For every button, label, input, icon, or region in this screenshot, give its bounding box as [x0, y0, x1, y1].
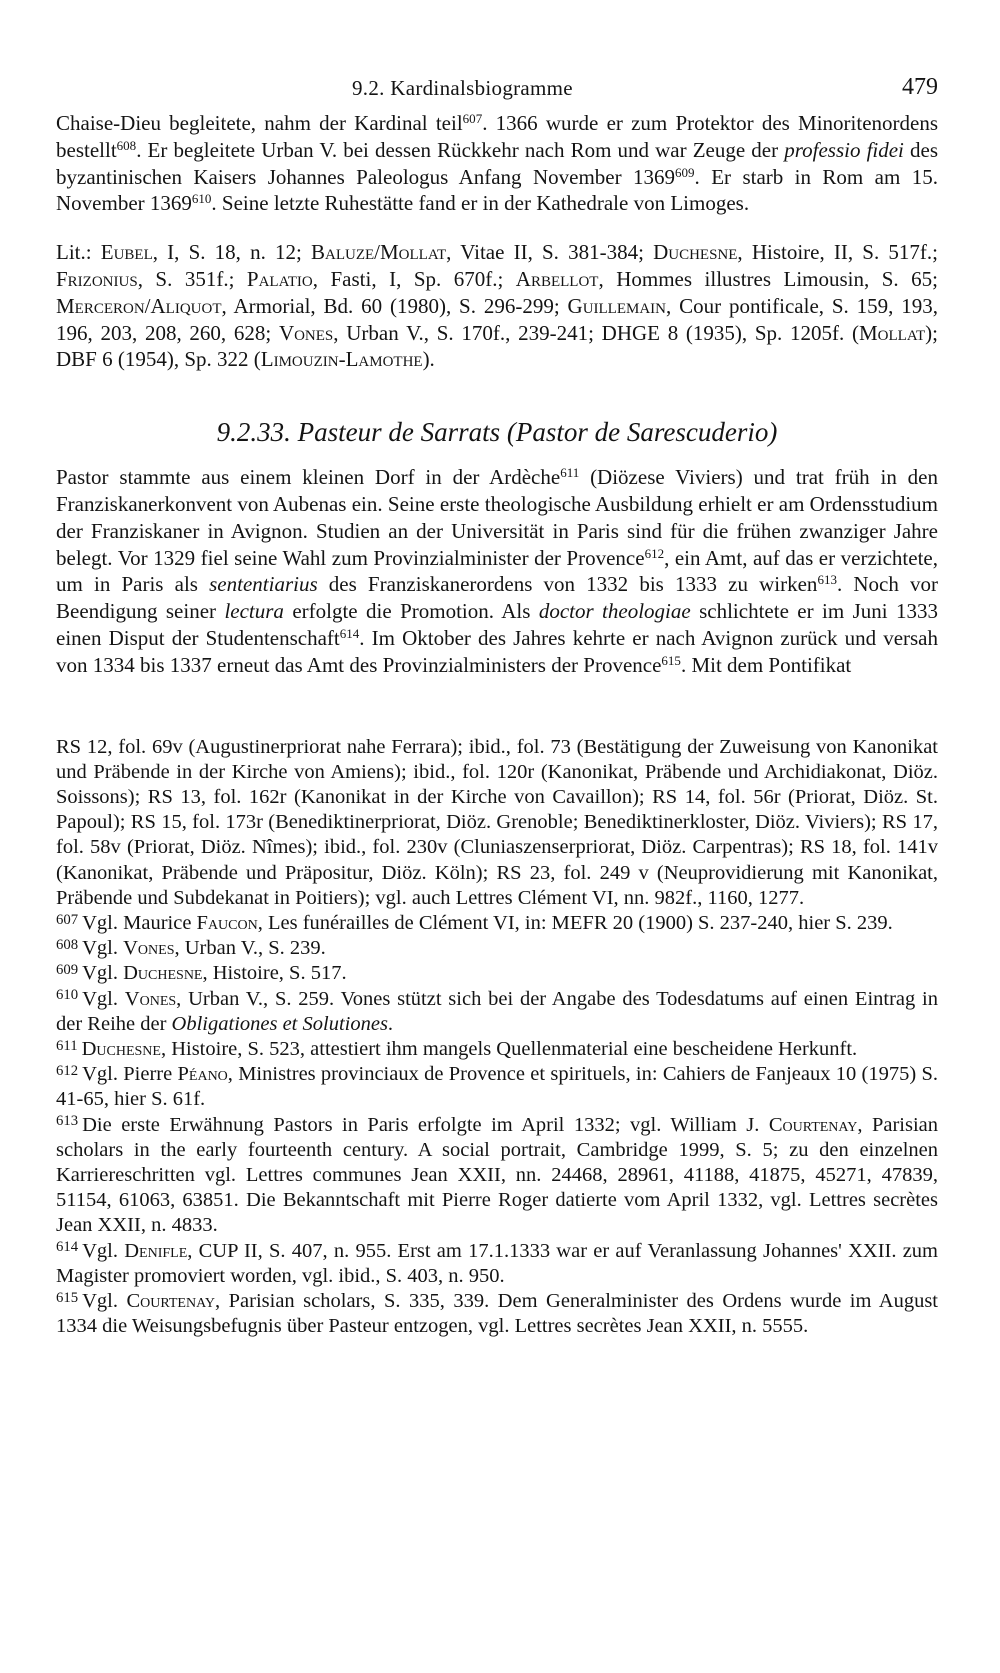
- footnote-614: $^{614}$ Vgl. Denifle, CUP II, S. 407, n. 955. Erst am 17.1.1333 war er auf Veranlassung Johannes' XXII. zum Magister promoviert worden, vgl. ibid., S. 403, n. 950.: [56, 1239, 938, 1287]
- footnote-607: $^{607}$ Vgl. Maurice Faucon, Les funérailles de Clément VI, in: MEFR 20 (1900) S. 237-240, hier S. 239.: [56, 911, 893, 934]
- paragraph-pastor: Pastor stammte aus einem kleinen Dorf in der Ardèche$^{611}$ (Diözese Viviers) und trat früh in den Franziskanerkonvent von Aubenas ein. Seine erste theologische Ausbildung erhielt er am Ordensstudium der Franziskaner in Avignon. Studien an der Universität in Paris sind für die frühen zwanziger Jahre belegt. Vor 1329 fiel seine Wahl zum Provinzialminister der Provence$^{612}$, ein Amt, auf das er verzichtete, um in Paris als sententiarius des Franziskanerordens von 1332 bis 1333 zu wirken$^{613}$. Noch vor Beendigung seiner lectura erfolgte die Promotion. Als doctor theologiae schlichtete er im Juni 1333 einen Disput der Studentenschaft$^{614}$. Im Oktober des Jahres kehrte er nach Avignon zurück und versah von 1334 bis 1337 erneut das Amt des Provinzialministers der Provence$^{615}$. Mit dem Pontifikat: [56, 465, 939, 677]
- footnote-613: $^{613}$ Die erste Erwähnung Pastors in Paris erfolgte im April 1332; vgl. William J. Courtenay, Parisian scholars in the early fourteenth century. A social portrait, Cambridge 1999, S. 5; zu den einzelnen Karriereschritten vgl. Lettres communes Jean XXII, nn. 24468, 28961, 41188, 41875, 45271, 47839, 51154, 61063, 63851. Die Bekanntschaft mit Pierre Roger datierte vom April 1332, vgl. Lettres secrètes Jean XXII, n. 4833.: [56, 1113, 938, 1237]
- footnote-609: $^{609}$ Vgl. Duchesne, Histoire, S. 517.: [56, 962, 347, 985]
- paragraph-chaise-dieu: Chaise-Dieu begleitete, nahm der Kardinal teil$^{607}$. 1366 wurde er zum Protektor des Minoritenordens bestellt$^{608}$. Er begleitete Urban V. bei dessen Rückkehr nach Rom und war Zeuge der professio fidei des byzantinischen Kaisers Johannes Paleologus Anfang November 1369$^{609}$. Er starb in Rom am 15. November 1369$^{610}$. Seine letzte Ruhestätte fand er in der Kathedrale von Limoges.: [56, 110, 939, 216]
- footnote-ref-614: 614: [339, 625, 360, 641]
- footnote-ref-612: 612: [644, 545, 665, 561]
- page-number: 479: [902, 74, 938, 100]
- footnote-ref-613: 613: [817, 572, 837, 588]
- footnote-ref-608: 608: [116, 137, 137, 153]
- footnotes: [56, 735, 938, 1340]
- footnote-ref-609: 609: [675, 164, 695, 180]
- literature-list: Lit.: Eubel, I, S. 18, n. 12; Baluze/Mollat, Vitae II, S. 381-384; Duchesne, Histoire, II, S. 517f.; Frizonius, S. 351f.; Palatio, Fasti, I, Sp. 670f.; Arbellot, Hommes illustres Limousin, S. 65; Merceron/Aliquot, Armorial, Bd. 60 (1980), S. 296-299; Guillemain, Cour pontificale, S. 159, 193, 196, 203, 208, 260, 628; Vones, Urban V., S. 170f., 239-241; DHGE 8 (1935), Sp. 1205f. (Mollat); DBF 6 (1954), Sp. 322 (Limouzin-Lamothe).: [56, 240, 938, 372]
- footnote-ref-615: 615: [661, 652, 681, 668]
- footnote-continuation: RS 12, fol. 69v (Augustinerpriorat nahe Ferrara); ibid., fol. 73 (Bestätigung der Zuweisung von Kanonikat und Präbende in der Kirche von Amiens); ibid., fol. 120r (Kanonikat, Präbende und Archidiakonat, Diöz. Soissons); RS 13, fol. 162r (Kanonikat in der Kirche von Cavaillon); RS 14, fol. 56r (Priorat, Diöz. St. Papoul); RS 15, fol. 173r (Benediktinerpriorat, Diöz. Grenoble; Benediktinerkloster, Diöz. Viviers); RS 17, fol. 58v (Priorat, Diöz. Nîmes); ibid., fol. 230v (Cluniaszenserpriorat, Diöz. Carpentras); RS 18, fol. 141v (Kanonikat, Präbende und Präpositur, Diöz. Köln); RS 23, fol. 249 v (Neuprovidierung mit Kanonikat, Präbende und Subdekanat in Poitiers); vgl. auch Lettres Clément VI, nn. 982f., 1160, 1277.: [56, 735, 938, 909]
- section-heading: 9.2.33. Pasteur de Sarrats (Pastor de Sarescuderio): [216, 417, 778, 448]
- footnote-615: $^{615}$ Vgl. Courtenay, Parisian scholars, S. 335, 339. Dem Generalminister des Ordens wurde im August 1334 die Weisungsbefugnis über Pasteur entzogen, vgl. Lettres secrètes Jean XXII, n. 5555.: [56, 1289, 938, 1338]
- page-header: [56, 70, 938, 110]
- footnote-611: $^{611}$ Duchesne, Histoire, S. 523, attestiert ihm mangels Quellenmaterial eine bescheidene Herkunft.: [56, 1037, 858, 1060]
- running-title: 9.2. Kardinalsbiogramme: [352, 76, 573, 100]
- footnote-ref-610: 610: [191, 191, 212, 207]
- footnote-610: $^{610}$ Vgl. Vones, Urban V., S. 259. Vones stützt sich bei der Angabe des Todesdatums auf einen Eintrag in der Reihe der Obligationes et Solutiones.: [56, 987, 939, 1035]
- footnote-ref-611: 611: [560, 465, 580, 481]
- footnote-ref-607: 607: [462, 110, 483, 126]
- footnote-608: $^{608}$ Vgl. Vones, Urban V., S. 239.: [56, 937, 326, 960]
- book-page: [56, 70, 938, 1339]
- footnote-612: $^{612}$ Vgl. Pierre Péano, Ministres provinciaux de Provence et spirituels, in: Cahiers de Fanjeaux 10 (1975) S. 41-65, hier S. 61f.: [56, 1063, 938, 1111]
